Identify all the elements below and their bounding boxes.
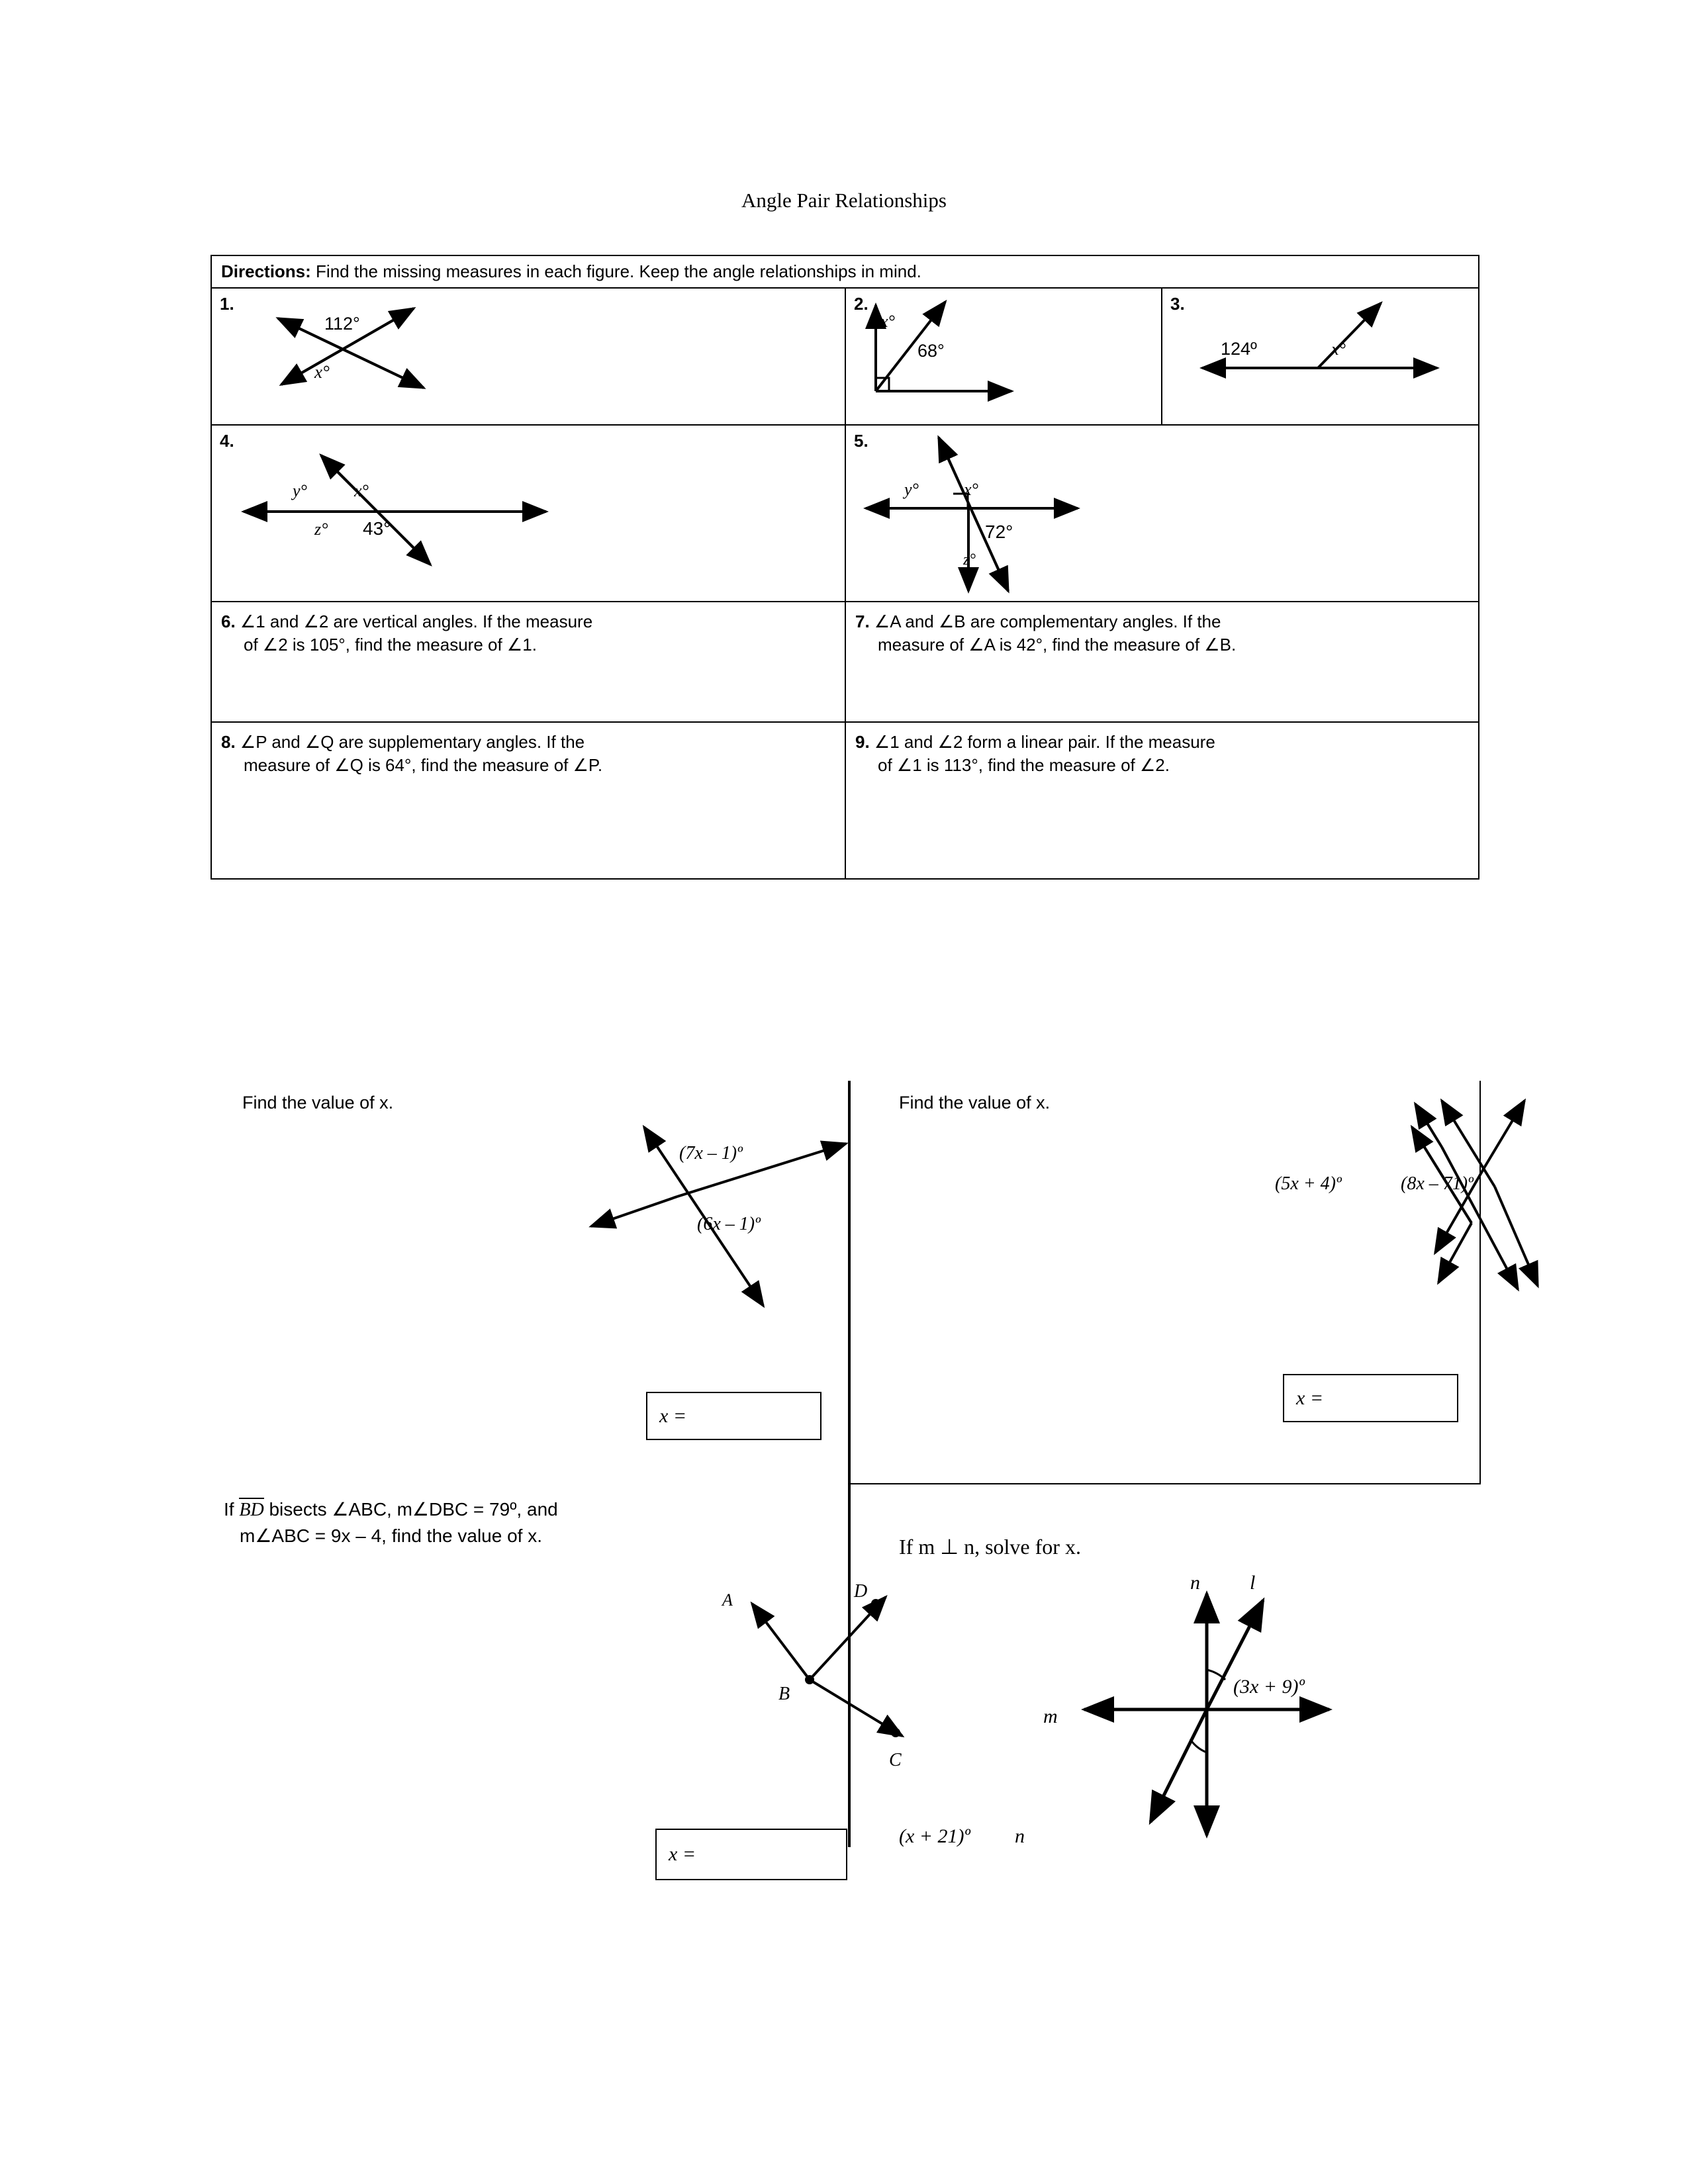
- answer-box-bisect[interactable]: [655, 1829, 847, 1880]
- bisect-point-D: D: [854, 1581, 868, 1602]
- row-6-7: [211, 602, 1479, 722]
- row-4-5: [211, 425, 1479, 602]
- problem-9-number: 9.: [855, 732, 870, 752]
- figure-5-label-z: z°: [963, 551, 976, 569]
- find-x-right-label: Find the value of x.: [899, 1093, 1051, 1113]
- directions-text: Find the missing measures in each figure. Keep the angle relationships in mind.: [316, 261, 921, 281]
- left-fig-label-7x: (7x – 1)º: [679, 1143, 743, 1163]
- problem-7-line1: ∠A and ∠B are complementary angles. If the: [874, 612, 1221, 631]
- bisect-line1-a: If: [224, 1499, 240, 1520]
- problem-6-line2: of ∠2 is 105°, find the measure of ∠1.: [244, 635, 537, 655]
- problem-8-cell: [211, 722, 845, 879]
- figure-3-label-x: x°: [1331, 340, 1346, 359]
- figure-4-label-x: x°: [354, 481, 369, 500]
- perp-label-m: m: [1043, 1706, 1058, 1727]
- problem-3-number: 3.: [1170, 294, 1185, 314]
- figure-1: [212, 289, 845, 424]
- problem-6-line1: ∠1 and ∠2 are vertical angles. If the measure: [240, 612, 593, 631]
- figure-left-cross: [581, 1107, 859, 1326]
- page-title: Angle Pair Relationships: [741, 189, 947, 212]
- directions-row: [211, 255, 1479, 288]
- figure-2: [846, 289, 1162, 424]
- problem-7-line2: measure of ∠A is 42°, find the measure of ∠B.: [878, 635, 1237, 655]
- figure-3-label-124: 124º: [1221, 339, 1257, 359]
- perp-label-l: l: [1250, 1572, 1256, 1594]
- perp-expr-3x: (3x + 9)º: [1233, 1676, 1305, 1698]
- figure-bisect: [674, 1574, 952, 1786]
- figure-1-label-x: x°: [314, 362, 330, 382]
- directions-label: Directions:: [221, 261, 311, 281]
- figure-perp: [1031, 1570, 1389, 1875]
- bisect-ray-bd: BD: [239, 1498, 263, 1520]
- figure-4: [212, 426, 845, 601]
- figure-4-label-43: 43°: [363, 518, 391, 539]
- perp-expr-x21: (x + 21)º: [899, 1825, 970, 1847]
- problem-7-cell: [845, 602, 1479, 722]
- answer-label-bisect: x =: [669, 1843, 696, 1865]
- figure-5-label-y: y°: [904, 480, 919, 499]
- problems-table: [211, 255, 1479, 880]
- figure-4-label-y: y°: [293, 481, 307, 500]
- figure-5-label-x: x°: [964, 480, 978, 499]
- figure-2-label-x: x°: [880, 312, 895, 331]
- problem-3-cell: [1162, 288, 1479, 425]
- bisect-text: [224, 1496, 700, 1549]
- bisect-line2: m∠ABC = 9x – 4, find the value of x.: [240, 1525, 542, 1547]
- perp-text-label: If m ⊥ n, solve for x.: [899, 1535, 1081, 1559]
- problem-2-cell: [845, 288, 1162, 425]
- row-1-3: [211, 288, 1479, 425]
- problem-6-number: 6.: [221, 612, 236, 631]
- figure-5-label-72: 72°: [985, 522, 1013, 542]
- problem-6-cell: [211, 602, 845, 722]
- bisect-point-B: B: [778, 1684, 790, 1704]
- bisect-point-C: C: [889, 1750, 902, 1770]
- right-fig-label-8x: (8x – 71)º: [1401, 1173, 1474, 1194]
- bisect-line1-c: bisects ∠ABC, m∠DBC = 79º, and: [263, 1499, 558, 1520]
- problem-8-number: 8.: [221, 732, 236, 752]
- problem-9-line1: ∠1 and ∠2 form a linear pair. If the measure: [874, 732, 1215, 752]
- problem-8-line1: ∠P and ∠Q are supplementary angles. If the: [240, 732, 585, 752]
- find-x-left-label: Find the value of x.: [242, 1093, 394, 1113]
- problem-1-number: 1.: [220, 294, 234, 314]
- problem-9-line2: of ∠1 is 113°, find the measure of ∠2.: [878, 755, 1170, 776]
- bisect-point-A: A: [722, 1590, 733, 1610]
- answer-box-right[interactable]: [1283, 1374, 1458, 1422]
- answer-label-left: x =: [659, 1404, 687, 1427]
- problem-4-number: 4.: [220, 431, 234, 451]
- figure-1-label-112: 112°: [324, 314, 360, 334]
- perp-label-n-bottom: n: [1015, 1825, 1025, 1847]
- problem-5-number: 5.: [854, 431, 868, 451]
- answer-label-right: x =: [1296, 1387, 1324, 1409]
- problems-table-wrapper: [211, 255, 1478, 880]
- right-fig-label-5x: (5x + 4)º: [1275, 1173, 1342, 1194]
- answer-box-left[interactable]: [646, 1392, 821, 1440]
- directions-cell: [211, 255, 1479, 288]
- problem-2-number: 2.: [854, 294, 868, 314]
- figure-5: [846, 426, 1479, 601]
- perp-label-n-top: n: [1190, 1572, 1200, 1594]
- figure-3: [1162, 289, 1479, 424]
- figure-4-label-z: z°: [314, 520, 328, 539]
- problem-8-line2: measure of ∠Q is 64°, find the measure of ∠P.: [244, 755, 603, 776]
- row-8-9: [211, 722, 1479, 879]
- problem-9-cell: [845, 722, 1479, 879]
- perp-text: [899, 1532, 1081, 1562]
- figure-2-label-68: 68°: [917, 341, 945, 361]
- left-fig-label-6x: (6x – 1)º: [697, 1214, 761, 1234]
- figure-right-cross-main: [1362, 1087, 1654, 1312]
- problem-1-cell: [211, 288, 845, 425]
- problem-7-number: 7.: [855, 612, 870, 631]
- problem-4-cell: [211, 425, 845, 602]
- problem-5-cell: [845, 425, 1479, 602]
